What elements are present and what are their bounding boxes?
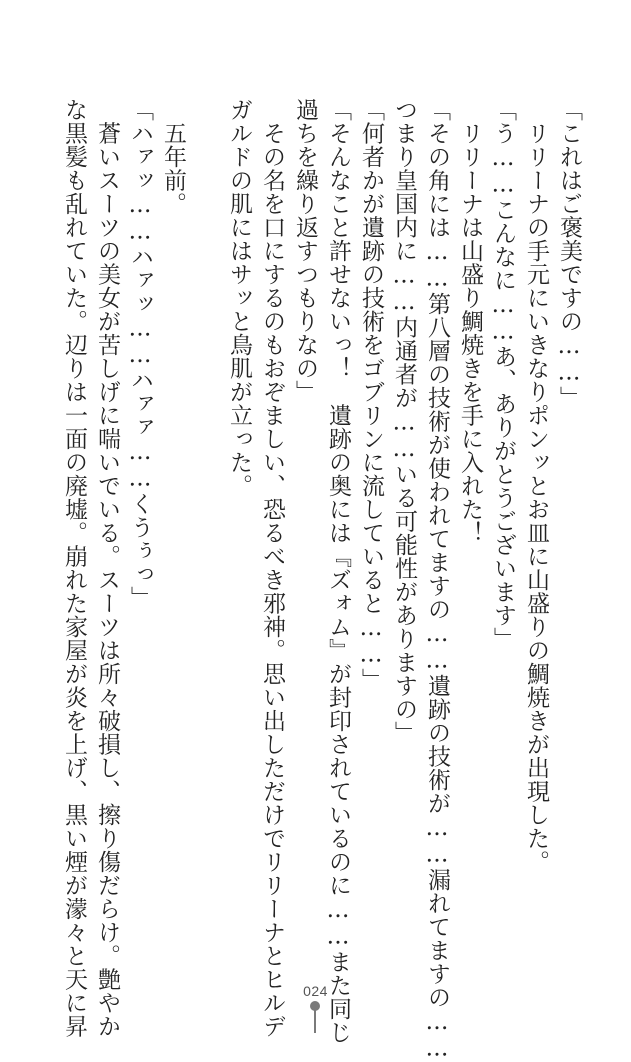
text-line: その名を口にするのもおぞましい、恐るべき邪神。思い出しただけでリリーナとヒルデ: [259, 98, 285, 1038]
blank-line: [189, 98, 222, 938]
page-marker-icon: [310, 1001, 320, 1033]
text-line: 蒼いスーツの美女が苦しげに喘いでいる。スーツは所々破損し、擦り傷だらけ。艶やか: [94, 98, 120, 1038]
text-line: 過ちを繰り返すつもりなの」: [292, 98, 318, 404]
text-line: 「その角には……第八層の技術が使われてますの……遺跡の技術が……漏れてますの……: [424, 98, 450, 1062]
text-line: 「う……こんなに……あ、ありがとうございます」: [490, 98, 516, 651]
text-line: 「何者かが遺跡の技術をゴブリンに流していると……」: [358, 98, 384, 692]
page-number: 024: [303, 983, 328, 999]
text-line: リリーナの手元にいきなりポンッとお皿に山盛りの鯛焼きが出現した。: [523, 98, 549, 874]
text-line: つまり皇国内に……内通者が……いる可能性がありますの」: [391, 98, 417, 745]
text-line: 「ハァッ……ハァッ……ハァァ……くうぅっ」: [127, 98, 153, 610]
text-line: 「そんなこと許せないっ！ 遺跡の奥には『ズォム』が封印されているのに……また同じ: [325, 98, 351, 1044]
text-line: 「これはご褒美ですの……」: [556, 98, 582, 410]
marker-line: [314, 1009, 316, 1033]
text-line: リリーナは山盛り鯛焼きを手に入れた！: [457, 98, 483, 545]
text-line: な黒髪も乱れていた。辺りは一面の廃墟。崩れた家屋が炎を上げ、黒い煙が濛々と天に昇: [61, 98, 87, 1038]
text-line: ガルドの肌にはサッと鳥肌が立った。: [226, 98, 252, 498]
text-line: 五年前。: [160, 98, 186, 216]
